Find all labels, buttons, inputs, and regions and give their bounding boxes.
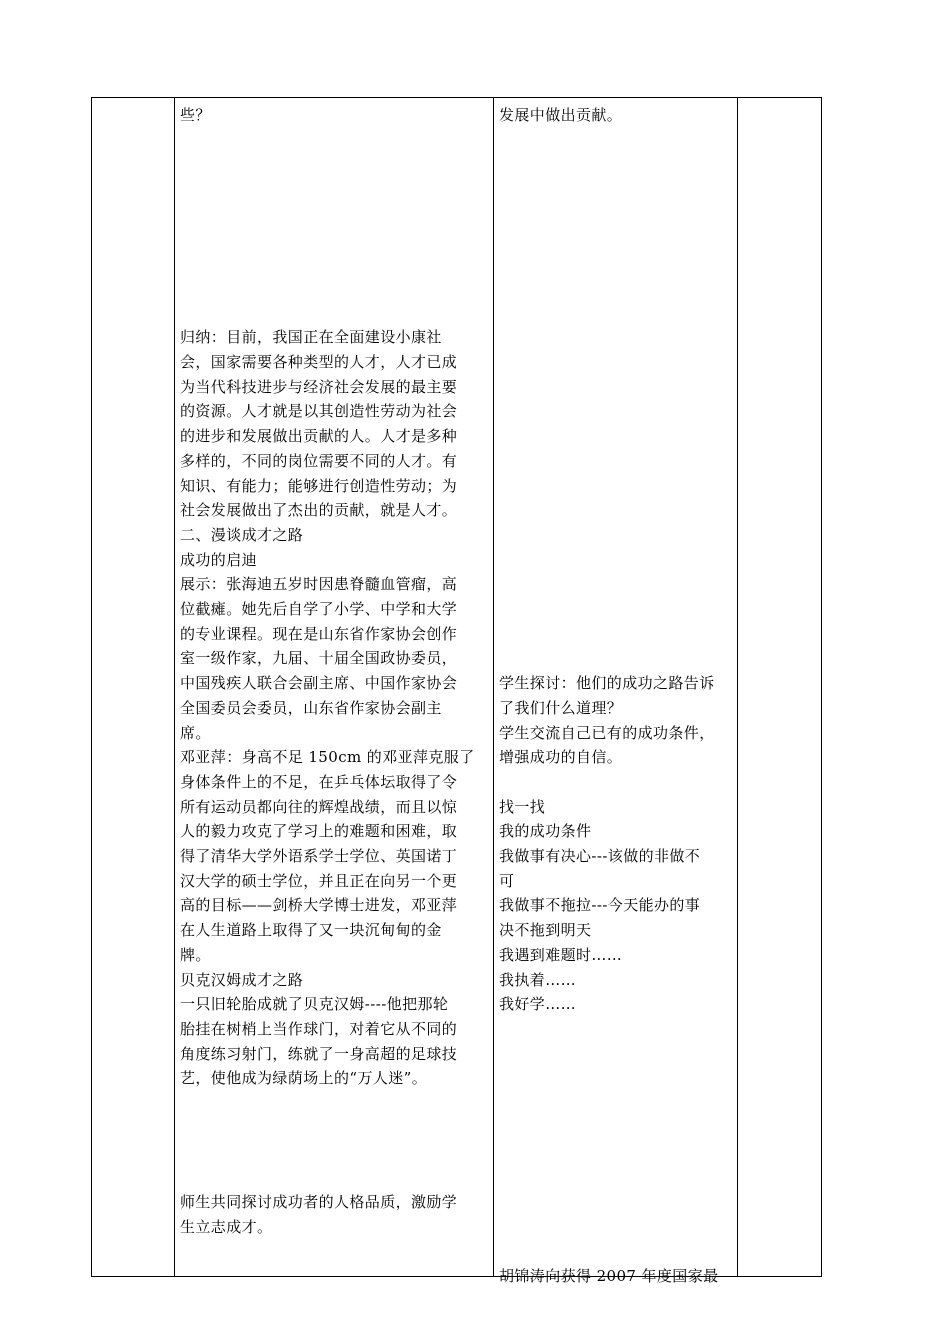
text-line: 全国委员会委员，山东省作家协会副主 [180,698,442,717]
text-line: 汉大学的硕士学位，并且正在向另一个更 [180,871,458,890]
column-divider [737,98,738,1276]
text-line: 学生探讨：他们的成功之路告诉 [499,674,715,693]
text-line: 我做事不拖拉---今天能办的事 [499,896,701,915]
text-line: 展示：张海迪五岁时因患脊髓血管瘤，高 [180,575,458,594]
text-line: 决不拖到明天 [499,921,592,940]
text-line: 牌。 [180,945,211,964]
text-line: 艺，使他成为绿荫场上的“万人迷”。 [180,1069,428,1088]
text-line: 邓亚萍：身高不足 150cm 的邓亚萍克服了 [180,748,475,767]
text-line: 发展中做出贡献。 [499,106,623,124]
text-line: 角度练习射门，练就了一身高超的足球技 [180,1044,458,1063]
content-column [180,98,490,1276]
text-line: 归纳：目前，我国正在全面建设小康社 [180,328,442,347]
text-line: 身体条件上的不足，在乒乓体坛取得了令 [180,772,458,791]
text-line: 室一级作家，九届、十届全国政协委员， [180,649,458,668]
text-line: 席。 [180,723,211,742]
text-line: 学生交流自己已有的成功条件， [499,723,715,742]
text-line: 成功的启迪 [180,550,258,569]
text-line: 的资源。人才就是以其创造性劳动为社会 [180,402,458,421]
text-line: 贝克汉姆成才之路 [180,970,304,989]
text-line: 多样的，不同的岗位需要不同的人才。有 [180,451,458,470]
text-line: 胡锦涛向获得 2007 年度国家最 [499,1266,719,1285]
text-line: 我执着…… [499,970,577,989]
text-line: 可 [499,871,515,890]
text-line: 的专业课程。现在是山东省作家协会创作 [180,624,458,643]
text-line: 生立志成才。 [180,1217,273,1236]
text-line: 我做事有决心---该做的非做不 [499,847,701,865]
text-line: 高的目标——剑桥大学博士进发，邓亚萍 [180,896,458,915]
text-line: 我的成功条件 [499,822,592,841]
text-line: 中国残疾人联合会副主席、中国作家协会 [180,674,458,693]
text-line: 胎挂在树梢上当作球门，对着它从不同的 [180,1019,458,1038]
text-line: 为当代科技进步与经济社会发展的最主要 [180,377,458,396]
column-divider [493,98,494,1276]
text-line: 在人生道路上取得了又一块沉甸甸的金 [180,921,442,940]
text-line: 了我们什么道理？ [499,698,623,717]
text-line: 我遇到难题时…… [499,945,623,964]
text-line: 人的毅力攻克了学习上的难题和困难，取 [180,822,458,841]
lesson-plan-table [91,97,822,1285]
text-line: 二、漫谈成才之路 [180,525,304,544]
text-line: 得了清华大学外语系学士学位、英国诺丁 [180,847,458,865]
text-line: 的进步和发展做出贡献的人。人才是多种 [180,427,458,446]
text-line: 增强成功的自信。 [499,748,623,767]
text-line: 位截瘫。她先后自学了小学、中学和大学 [180,600,458,618]
text-line: 我好学…… [499,995,577,1014]
activity-column [499,98,735,1285]
text-line: 知识、有能力；能够进行创造性劳动；为 [180,476,458,495]
text-line: 些？ [180,106,211,124]
text-line: 所有运动员都向往的辉煌战绩，而且以惊 [180,797,458,816]
text-line: 师生共同探讨成功者的人格品质，激励学 [180,1192,458,1211]
text-line: 会，国家需要各种类型的人才，人才已成 [180,353,458,371]
text-line: 社会发展做出了杰出的贡献，就是人才。 [180,501,458,520]
column-divider [174,98,175,1276]
text-line: 找一找 [499,797,546,816]
text-line: 一只旧轮胎成就了贝克汉姆----他把那轮 [180,995,449,1014]
